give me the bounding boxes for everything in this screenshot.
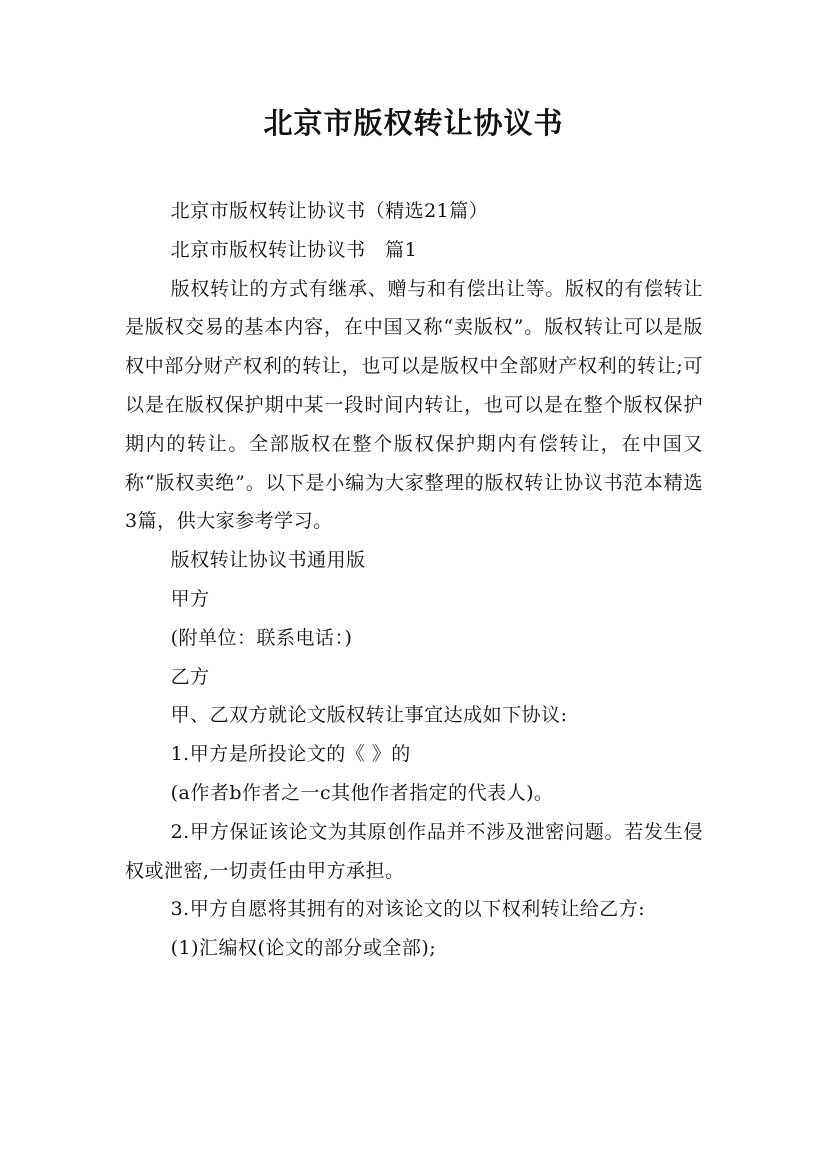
paragraph-clause-3: 3.甲方自愿将其拥有的对该论文的以下权利转让给乙方: — [170, 898, 646, 921]
paragraph-party-a-contact: (附单位：联系电话：) — [170, 626, 353, 649]
paragraph-intro: 版权转让的方式有继承、赠与和有偿出让等。版权的有偿转让是版权交易的基本内容，在中国又称“卖版权”。版权转让可以是版权中部分财产权利的转让，也可以是版权中全部财产权利的转让;可以是在版权保护期中某一段时间内转让，也可以是在整个版权保护期内的转让。全部版权在整个版权保护期内有偿转让，在中国又称“版权卖绝”。以下是小编为大家整理的版权转让协议书范本精选3篇，供大家参考学习。 — [125, 277, 703, 533]
paragraph-party-a: 甲方 — [170, 587, 210, 610]
paragraph-section-heading: 北京市版权转让协议书 篇1 — [170, 238, 418, 261]
paragraph-clause-1: 1.甲方是所投论文的《 》的 — [170, 743, 411, 766]
paragraph-clause-1-options: (a作者b作者之一c其他作者指定的代表人)。 — [170, 781, 554, 804]
paragraph-clause-2: 2.甲方保证该论文为其原创作品并不涉及泄密问题。若发生侵权或泄密,一切责任由甲方承担。 — [125, 820, 703, 882]
paragraph-agreement-intro: 甲、乙双方就论文版权转让事宜达成如下协议: — [170, 704, 568, 727]
paragraph-party-b: 乙方 — [170, 665, 210, 688]
paragraph-clause-3-item-1: (1)汇编权(论文的部分或全部); — [170, 937, 437, 960]
document-title: 北京市版权转让协议书 — [263, 106, 564, 140]
paragraph-subtitle: 北京市版权转让协议书（精选21篇） — [170, 200, 489, 222]
document-body — [125, 192, 703, 968]
paragraph-template-title: 版权转让协议书通用版 — [170, 549, 366, 572]
